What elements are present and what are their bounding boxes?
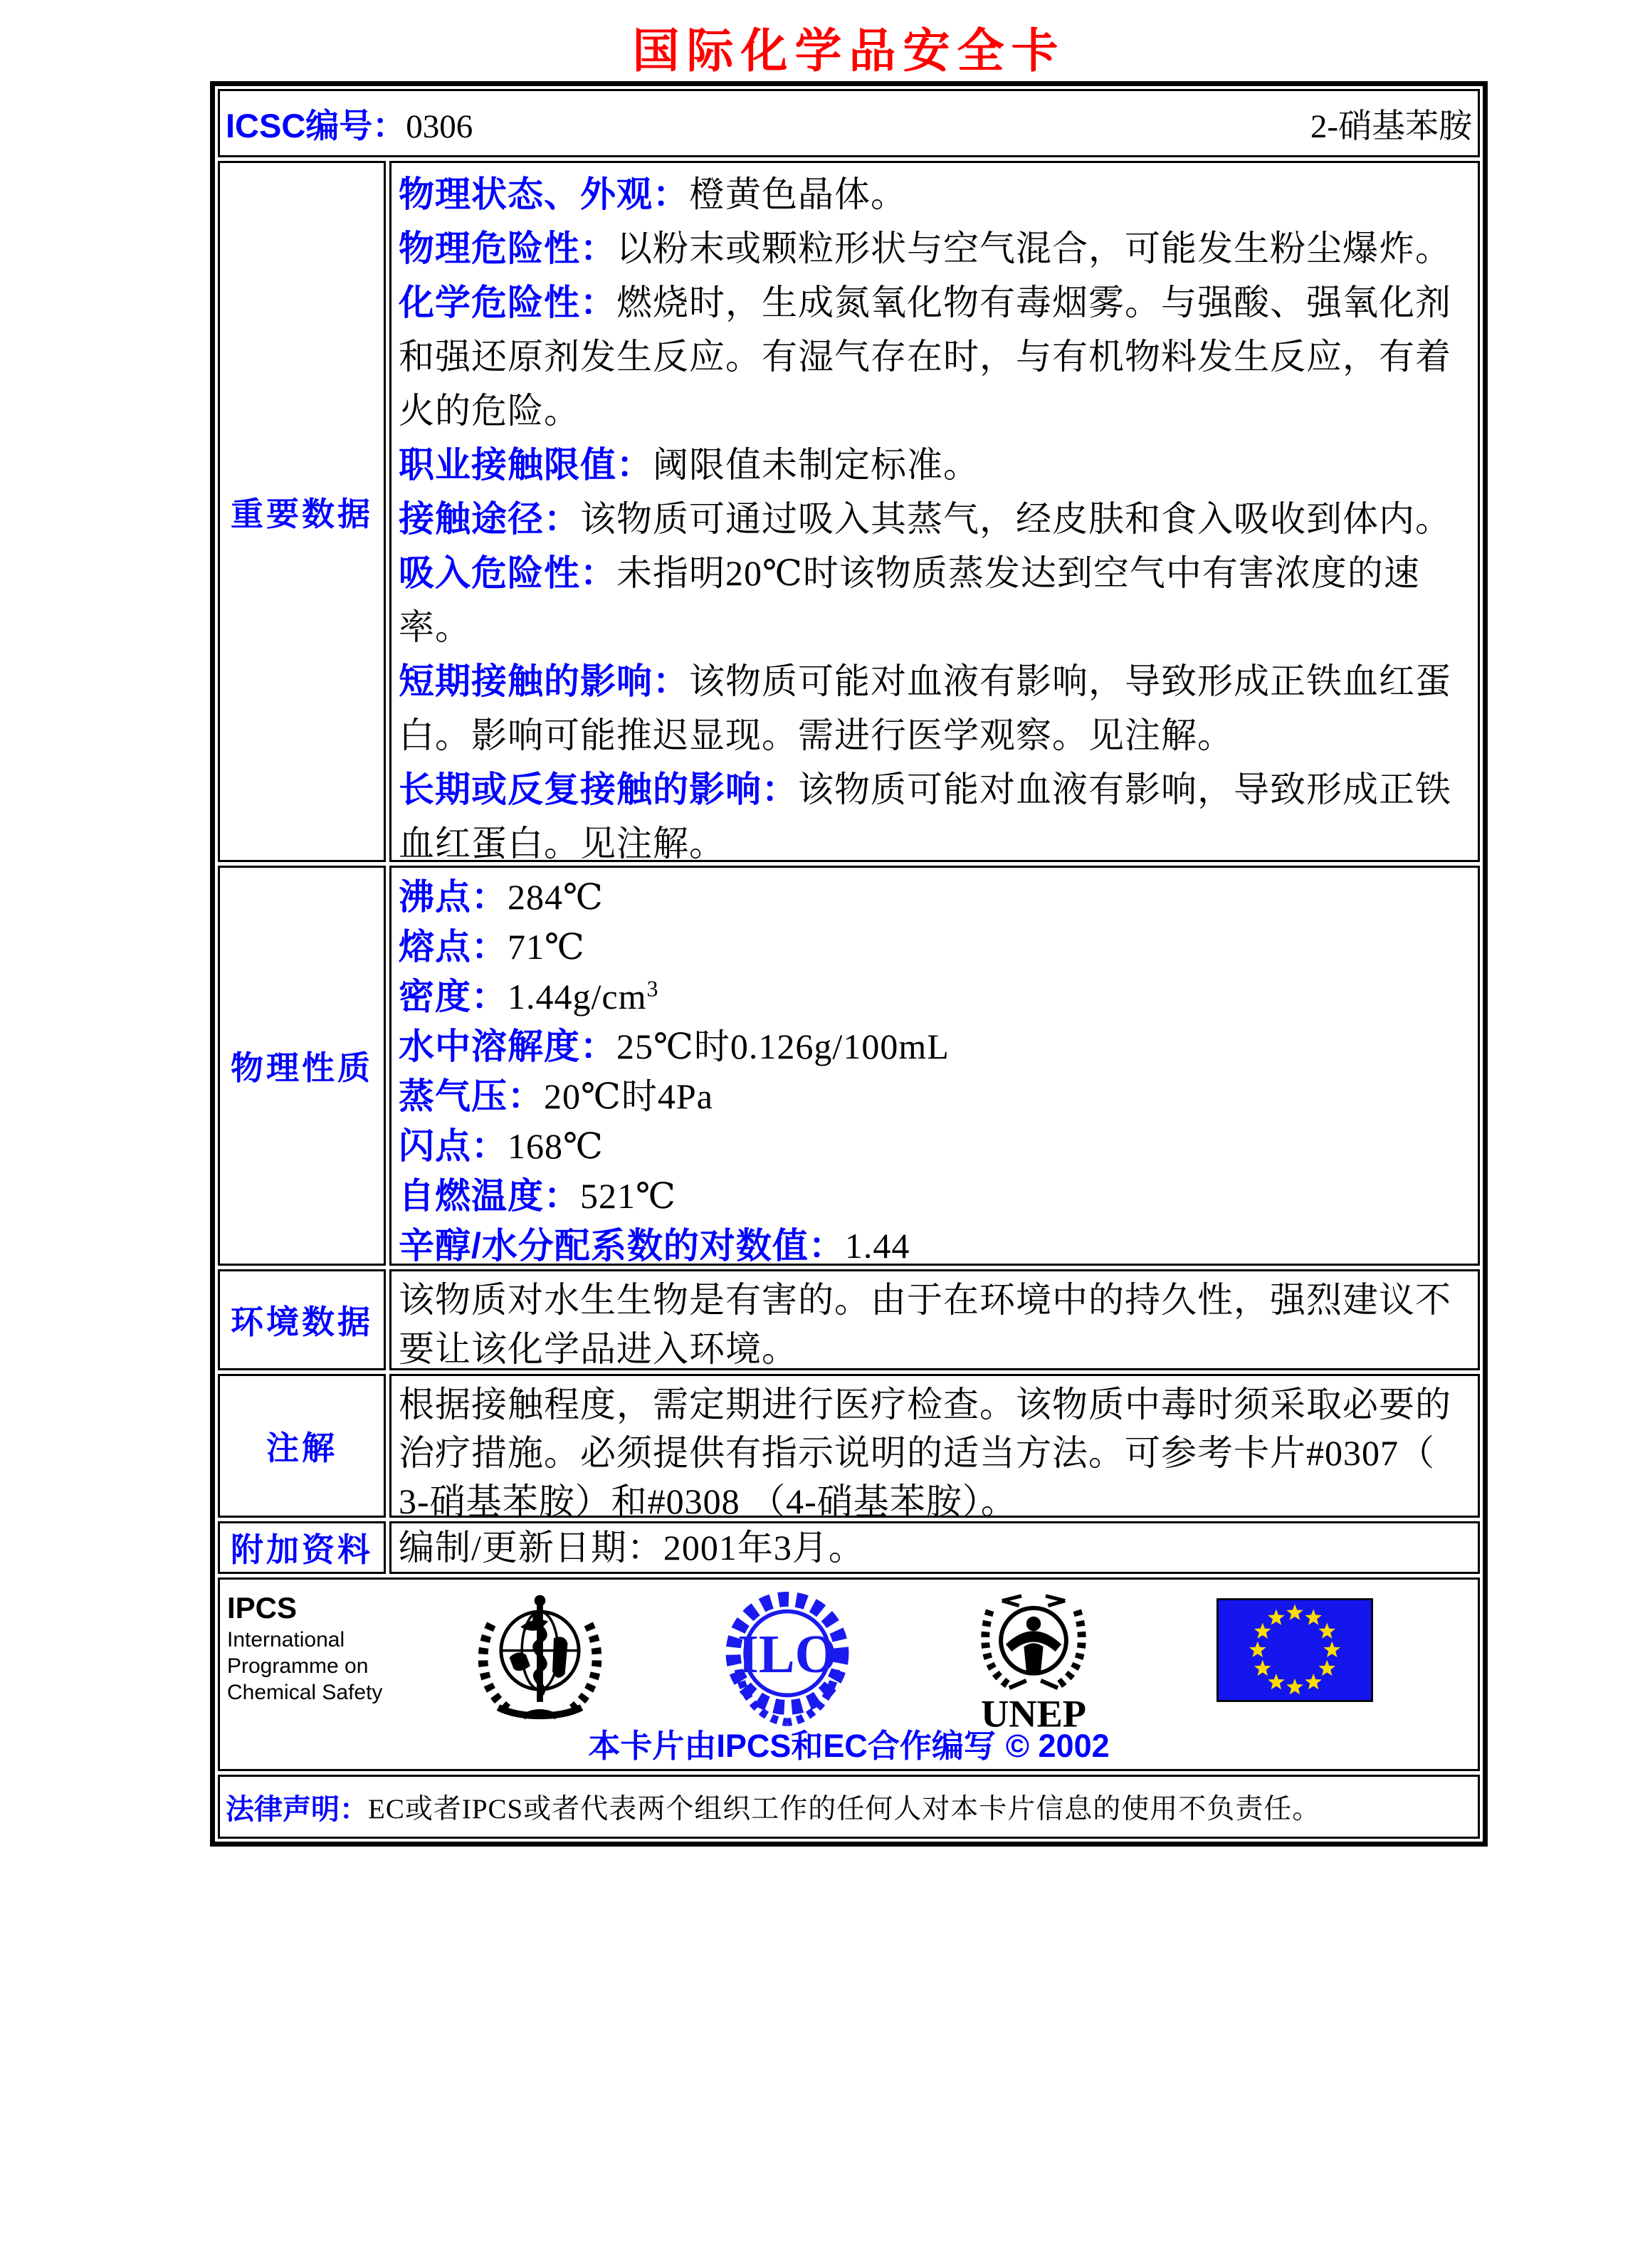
who-logo-icon bbox=[471, 1585, 609, 1724]
ilo-logo-icon bbox=[720, 1588, 855, 1731]
important-item-appearance: 物理状态、外观：橙黄色晶体。 bbox=[399, 174, 907, 214]
footer-caption bbox=[220, 1720, 1478, 1766]
physical-item-melting-point: 熔点：71℃ bbox=[399, 927, 585, 967]
eu-flag-icon bbox=[1217, 1598, 1373, 1702]
copyright-text: © 2002 bbox=[1005, 1728, 1110, 1764]
icsc-number bbox=[226, 100, 473, 147]
ipcs-text-block: IPCS International Programme on Chemical Safety bbox=[227, 1591, 383, 1704]
icsc-number-label: ICSC编号： bbox=[226, 106, 406, 145]
ipcs-title: IPCS bbox=[227, 1591, 298, 1624]
legal-label: 法律声明： bbox=[226, 1793, 368, 1825]
row-label-notes: 注解 bbox=[218, 1374, 386, 1518]
unep-logo-icon bbox=[973, 1585, 1094, 1735]
physical-item-vapor-pressure: 蒸气压：20℃时4Pa bbox=[399, 1076, 713, 1116]
physical-item-autoignition-temperature: 自燃温度：521℃ bbox=[399, 1176, 676, 1216]
additional-info-text: 编制/更新日期：2001年3月。 bbox=[399, 1528, 865, 1568]
footer-logos-row bbox=[218, 1577, 1480, 1771]
environmental-data-text: 该物质对水生生物是有害的。由于在环境中的持久性，强烈建议不要让该化学品进入环境。 bbox=[399, 1280, 1451, 1369]
physical-item-water-solubility: 水中溶解度：25℃时0.126g/100mL bbox=[399, 1027, 950, 1066]
icsc-card-table bbox=[210, 81, 1488, 1847]
svg-text:ILO: ILO bbox=[737, 1624, 837, 1685]
physical-item-density: 密度：$1.44g/cm^3$ bbox=[399, 975, 659, 1017]
important-item-chemical-hazard: 化学危险性：燃烧时，生成氮氧化物有毒烟雾。与强酸、强氧化剂和强还原剂发生反应。有湿气存在时，与有机物料发生反应，有着火的危险。 bbox=[399, 283, 1451, 431]
physical-item-octanol-water-partition: 辛醇/水分配系数的对数值：1.44 bbox=[399, 1226, 910, 1266]
row-label-physical-properties: 物理性质 bbox=[218, 866, 386, 1266]
important-item-inhalation-risk: 吸入危险性：未指明20℃时该物质蒸发达到空气中有害浓度的速率。 bbox=[399, 553, 1420, 647]
page bbox=[210, 0, 1488, 1847]
density-superscript: 3 bbox=[646, 975, 659, 1002]
icsc-number-value: 0306 bbox=[406, 107, 473, 145]
header-row bbox=[218, 89, 1480, 157]
notes-content bbox=[389, 1374, 1480, 1521]
notes-text: 根据接触程度，需定期进行医疗检查。该物质中毒时须采取必要的治疗措施。必须提供有指示说明的适当方法。可参考卡片#0307（ 3-硝基苯胺）和#0308 （4-硝基苯胺）。 bbox=[399, 1385, 1451, 1521]
important-data-content bbox=[389, 161, 1480, 862]
row-label-important-data: 重要数据 bbox=[218, 161, 386, 862]
page-title: 国际化学品安全卡 bbox=[632, 24, 1066, 77]
physical-properties-content bbox=[389, 866, 1480, 1266]
physical-item-boiling-point: 沸点：284℃ bbox=[399, 877, 604, 917]
important-item-physical-hazard: 物理危险性：以粉末或颗粒形状与空气混合，可能发生粉尘爆炸。 bbox=[399, 229, 1451, 268]
important-item-short-term-effects: 短期接触的影响：该物质可能对血液有影响，导致形成正铁血红蛋白。影响可能推迟显现。需进行医学观察。见注解。 bbox=[399, 661, 1451, 755]
physical-item-flash-point: 闪点：168℃ bbox=[399, 1126, 604, 1166]
row-label-environmental-data: 环境数据 bbox=[218, 1269, 386, 1370]
chemical-name: 2-硝基苯胺 bbox=[1310, 107, 1472, 145]
legal-row bbox=[218, 1775, 1480, 1839]
important-item-exposure-limit: 职业接触限值：阈限值未制定标准。 bbox=[399, 445, 979, 485]
environmental-data-content bbox=[389, 1269, 1480, 1370]
caption-text: 本卡片由IPCS和EC合作编写 bbox=[588, 1728, 996, 1764]
row-label-additional-info: 附加资料 bbox=[218, 1521, 386, 1574]
important-item-long-term-effects: 长期或反复接触的影响：该物质可能对血液有影响，导致形成正铁血红蛋白。见注解。 bbox=[399, 770, 1451, 863]
svg-text:UNEP: UNEP bbox=[980, 1692, 1087, 1735]
additional-info-content bbox=[389, 1521, 1480, 1574]
important-item-exposure-route: 接触途径：该物质可通过吸入其蒸气，经皮肤和食入吸收到体内。 bbox=[399, 499, 1451, 539]
legal-text: EC或者IPCS或者代表两个组织工作的任何人对本卡片信息的使用不负责任。 bbox=[368, 1794, 1321, 1825]
